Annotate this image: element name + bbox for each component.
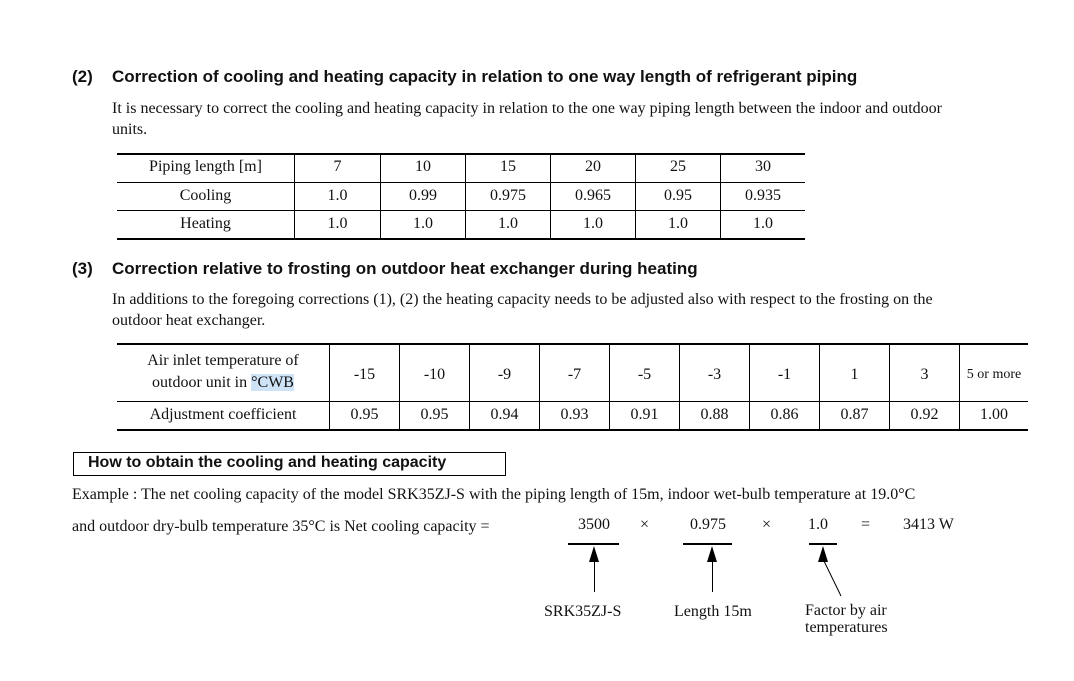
formula-term2: 0.975 [690, 516, 726, 533]
table2-cell: 0.93 [560, 406, 589, 423]
table1-col-header: 7 [333, 158, 342, 175]
table1-col-header: 25 [670, 158, 686, 175]
section3-number: (3) [72, 259, 93, 278]
table1-col-header: 15 [500, 158, 516, 175]
table1-cell: 1.0 [498, 215, 518, 232]
table1-header-rule [117, 182, 805, 183]
table2-col-header: 1 [850, 366, 859, 383]
section2-heading: Correction of cooling and heating capacity in relation to one way length of refrigerant piping [112, 67, 858, 86]
table1-col-header: 10 [415, 158, 431, 175]
table2-header-label-text: outdoor unit in [152, 374, 252, 391]
table1-cell: 0.935 [745, 187, 781, 204]
table2-cell: 0.88 [700, 406, 729, 423]
howto-box-title: How to obtain the cooling and heating capacity [88, 454, 447, 471]
section2-paragraph-line1: It is necessary to correct the cooling and heating capacity in relation to the one way piping length between the indoor and outdoor [112, 100, 942, 117]
table2-cell: 0.95 [420, 406, 449, 423]
table2-header-unit: °CWB [251, 374, 294, 391]
table2-cell: 0.92 [910, 406, 939, 423]
table1-col-header: 30 [755, 158, 771, 175]
arrow1-shaft [594, 560, 595, 592]
table2-col-header: -9 [497, 366, 512, 383]
table2-col-header: -15 [353, 366, 376, 383]
table1-col-header: 20 [585, 158, 601, 175]
table2-cell: 0.91 [630, 406, 659, 423]
table1-mid-rule [117, 210, 805, 211]
table1-cell: 1.0 [668, 215, 688, 232]
table2-row-label: Adjustment coefficient [149, 406, 297, 423]
section2-number: (2) [72, 67, 93, 86]
table1-cell: 1.0 [583, 215, 603, 232]
formula-times2: × [762, 516, 772, 533]
table2-col-header: -1 [777, 366, 792, 383]
table1-cell: 1.0 [753, 215, 773, 232]
table1-cell: 0.965 [575, 187, 611, 204]
table2-col-header: -3 [707, 366, 722, 383]
table2-col-header: 3 [920, 366, 929, 383]
table1-cell: 1.0 [327, 215, 348, 232]
table1-header-label: Piping length [m] [149, 158, 262, 175]
table2-cell: 0.86 [770, 406, 799, 423]
section2-paragraph-line2: units. [112, 121, 148, 138]
table2-cell: 0.87 [840, 406, 869, 423]
example-line2: and outdoor dry-bulb temperature 35°C is Net cooling capacity = [72, 518, 490, 535]
table2-mid-rule [117, 401, 1028, 402]
formula-term1: 3500 [578, 516, 610, 533]
label-length: Length 15m [674, 603, 752, 620]
formula-term3: 1.0 [808, 516, 828, 533]
arrow3-shaft [815, 558, 845, 598]
table2-col-header: -5 [637, 366, 652, 383]
table2-cell: 1.00 [980, 406, 1008, 423]
table1-row-label-cooling: Cooling [179, 187, 232, 204]
formula-equals: = [861, 516, 871, 533]
table2-col-header: 5 or more [966, 367, 1022, 382]
section3-heading: Correction relative to frosting on outdoor heat exchanger during heating [112, 259, 698, 278]
section3-paragraph-line2: outdoor heat exchanger. [112, 312, 266, 329]
table2-cell: 0.94 [490, 406, 519, 423]
table1-cell: 1.0 [327, 187, 348, 204]
arrow2-shaft [712, 560, 713, 592]
table1-cell: 0.99 [409, 187, 437, 204]
table2-cell: 0.95 [350, 406, 379, 423]
table1-cell: 0.95 [664, 187, 692, 204]
term2-underline [683, 543, 732, 545]
formula-result: 3413 W [903, 516, 954, 533]
term3-underline [809, 543, 837, 545]
table1-cell: 0.975 [490, 187, 526, 204]
table2-col-header: -10 [423, 366, 446, 383]
table2-top-rule [117, 343, 1028, 345]
example-line1: Example : The net cooling capacity of the model SRK35ZJ-S with the piping length of 15m, indoor wet-bulb temperature at 19.0°C [72, 486, 916, 503]
label-model: SRK35ZJ-S [544, 603, 622, 620]
term1-underline [568, 543, 619, 545]
table2-col-header: -7 [567, 366, 582, 383]
table1-cell: 1.0 [413, 215, 433, 232]
label-factor-line1: Factor by air [805, 602, 887, 619]
label-factor-line2: temperatures [805, 619, 888, 636]
section3-paragraph-line1: In additions to the foregoing corrections (1), (2) the heating capacity needs to be adjusted also with respect to the frosting on the [112, 291, 933, 308]
table2-bottom-rule [117, 429, 1028, 431]
table1-bottom-rule [117, 238, 805, 240]
table1-row-label-heating: Heating [180, 215, 231, 232]
table1-top-rule [117, 153, 805, 155]
table2-header-label-line2 [117, 374, 329, 392]
formula-times1: × [640, 516, 650, 533]
table2-header-label-line1: Air inlet temperature of [147, 352, 299, 369]
